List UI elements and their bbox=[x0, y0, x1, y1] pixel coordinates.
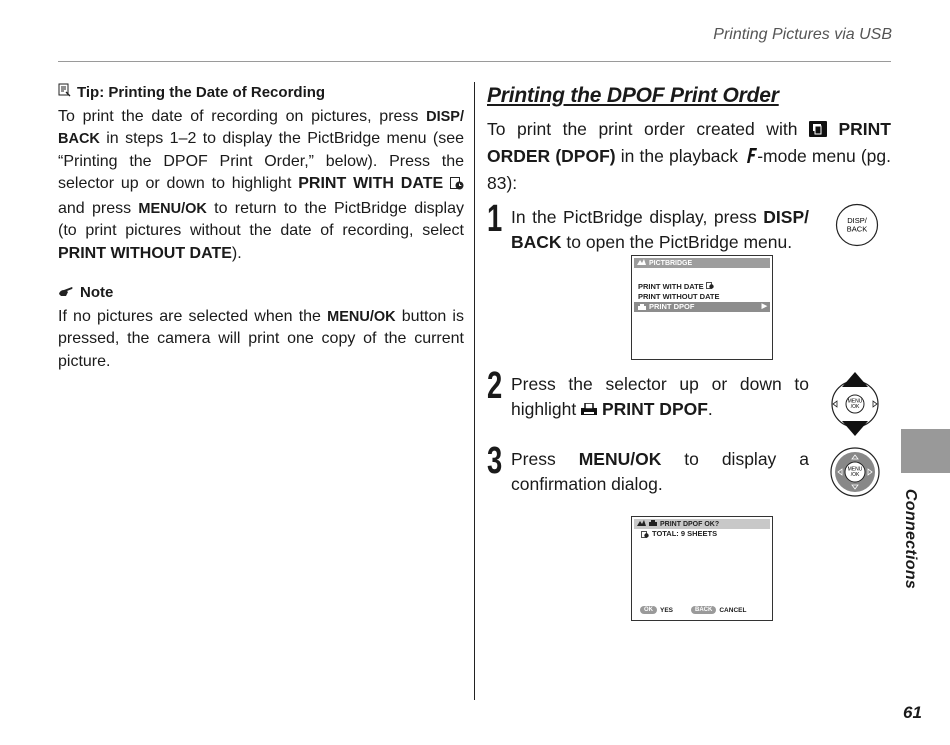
step-2-text-2: . bbox=[707, 398, 713, 419]
note-key-menu-ok: MENU/OK bbox=[327, 308, 396, 325]
confirm-title: PRINT DPOF OK? bbox=[660, 520, 720, 528]
step-3-text-2: to display a confirmation dialog. bbox=[511, 449, 809, 494]
step-2-text bbox=[511, 372, 809, 423]
menu-item-print-with-date-label: PRINT WITH DATE bbox=[638, 282, 704, 291]
intro-text-1: To print the print order created with bbox=[487, 119, 809, 139]
pointing-hand-icon bbox=[58, 282, 74, 305]
menu-label: MENU bbox=[847, 466, 863, 473]
page-header-title: Printing Pictures via USB bbox=[713, 26, 892, 43]
tip-text-4: to return to the PictBridge display (to print pictures without the date of recording, select bbox=[58, 199, 465, 239]
pictbridge-menu-screen bbox=[631, 255, 773, 360]
tip-heading-text: Tip: Printing the Date of Recording bbox=[77, 84, 326, 101]
step-2-key: PRINT DPOF bbox=[601, 398, 708, 419]
menu-item-print-without-date: PRINT WITHOUT DATE bbox=[638, 292, 720, 301]
ok-key-pill: OK bbox=[640, 606, 657, 614]
step-1-text-2: to open the PictBridge menu. bbox=[561, 231, 793, 252]
column-divider bbox=[474, 82, 475, 700]
menu-ok-button-icon bbox=[829, 446, 881, 503]
back-key-pill: BACK bbox=[691, 606, 716, 614]
intro-key-print-order: PRINT ORDER (DPOF) bbox=[487, 119, 891, 166]
confirm-title-bar bbox=[634, 519, 770, 529]
arrow-right-icon: ▶ bbox=[761, 303, 767, 310]
disp-label: DISP/ bbox=[847, 216, 867, 225]
menu-item-print-dpof bbox=[634, 302, 770, 312]
tip-key-print-with-date: PRINT WITH DATE bbox=[298, 175, 444, 192]
date-stamp-icon bbox=[450, 175, 464, 198]
note-heading bbox=[58, 282, 464, 305]
tip-text-2: in steps 1–2 to display the PictBridge menu (see “Printing the DPOF Print Order,” below). Press the selector up or down to highlight bbox=[58, 130, 464, 192]
tip-icon bbox=[58, 82, 71, 105]
header-rule bbox=[58, 61, 891, 62]
date-stamp-icon bbox=[706, 282, 714, 289]
chapter-label-text: Connections bbox=[902, 488, 920, 590]
playback-mode-icon bbox=[743, 146, 757, 171]
left-column bbox=[58, 82, 464, 373]
intro-text-2: in the playback bbox=[615, 146, 744, 166]
total-sheets-row bbox=[632, 529, 772, 539]
tip-key-disp-back: DISP/ BACK bbox=[58, 108, 464, 147]
menu-item-print-dpof-label: PRINT DPOF bbox=[649, 302, 695, 311]
step-3-text-1: Press bbox=[511, 449, 579, 469]
ok-label: /OK bbox=[850, 472, 860, 478]
date-stamp-icon bbox=[641, 531, 649, 538]
chapter-label bbox=[890, 484, 930, 594]
page-number: 61 bbox=[903, 703, 922, 722]
printer-icon bbox=[649, 520, 657, 529]
cancel-label: CANCEL bbox=[719, 606, 747, 614]
step-3-key: MENU/OK bbox=[578, 449, 662, 469]
pictbridge-title-bar bbox=[634, 258, 770, 268]
step-1-text-1: In the PictBridge display, press bbox=[511, 207, 764, 227]
right-column bbox=[487, 82, 891, 196]
tip-text-3: and press bbox=[58, 199, 139, 217]
total-sheets-text: TOTAL: 9 SHEETS bbox=[652, 529, 718, 538]
pictbridge-icon bbox=[637, 520, 646, 529]
pictbridge-icon bbox=[637, 259, 646, 268]
print-order-icon bbox=[809, 119, 827, 144]
chapter-tab bbox=[901, 429, 950, 473]
step-2-number: 2 bbox=[487, 365, 503, 407]
note-body bbox=[58, 306, 464, 374]
tip-body bbox=[58, 106, 464, 266]
tip-text-1: To print the date of recording on pictures, press bbox=[58, 107, 427, 125]
step-1-key: DISP/ BACK bbox=[511, 207, 809, 252]
step-3-number: 3 bbox=[487, 440, 503, 482]
step-1-text bbox=[511, 205, 809, 254]
tip-key-menu-ok: MENU/OK bbox=[138, 200, 207, 217]
menu-label: MENU bbox=[847, 398, 863, 405]
note-text-1: If no pictures are selected when the bbox=[58, 307, 328, 325]
tip-heading bbox=[58, 82, 464, 105]
section-title: Printing the DPOF Print Order bbox=[487, 84, 779, 107]
back-label: BACK bbox=[846, 224, 868, 234]
printer-icon bbox=[581, 399, 597, 424]
step-1-number: 1 bbox=[487, 198, 503, 240]
print-dpof-confirm-screen bbox=[631, 516, 773, 621]
step-2-text-1: Press the selector up or down to highlight bbox=[511, 374, 809, 419]
step-1 bbox=[487, 198, 817, 254]
printer-icon bbox=[638, 304, 646, 311]
yes-label: YES bbox=[660, 606, 674, 614]
step-3 bbox=[487, 440, 817, 496]
note-heading-text: Note bbox=[80, 284, 114, 301]
tip-key-print-without-date: PRINT WITHOUT DATE bbox=[58, 244, 232, 262]
tip-text-5: ). bbox=[231, 244, 242, 262]
step-3-text bbox=[511, 447, 809, 496]
ok-label: /OK bbox=[850, 404, 860, 410]
pictbridge-title: PICTBRIDGE bbox=[649, 259, 693, 267]
selector-up-down-icon bbox=[828, 371, 882, 442]
note-text-2: button is pressed, the camera will print one copy of the current picture. bbox=[58, 307, 464, 370]
confirm-footer bbox=[640, 606, 746, 614]
intro-text-3: -mode menu (pg. 83): bbox=[487, 146, 891, 193]
menu-item-print-with-date bbox=[632, 282, 772, 292]
step-2 bbox=[487, 365, 817, 423]
disp-back-button-icon bbox=[835, 203, 879, 252]
section-intro bbox=[487, 117, 891, 196]
